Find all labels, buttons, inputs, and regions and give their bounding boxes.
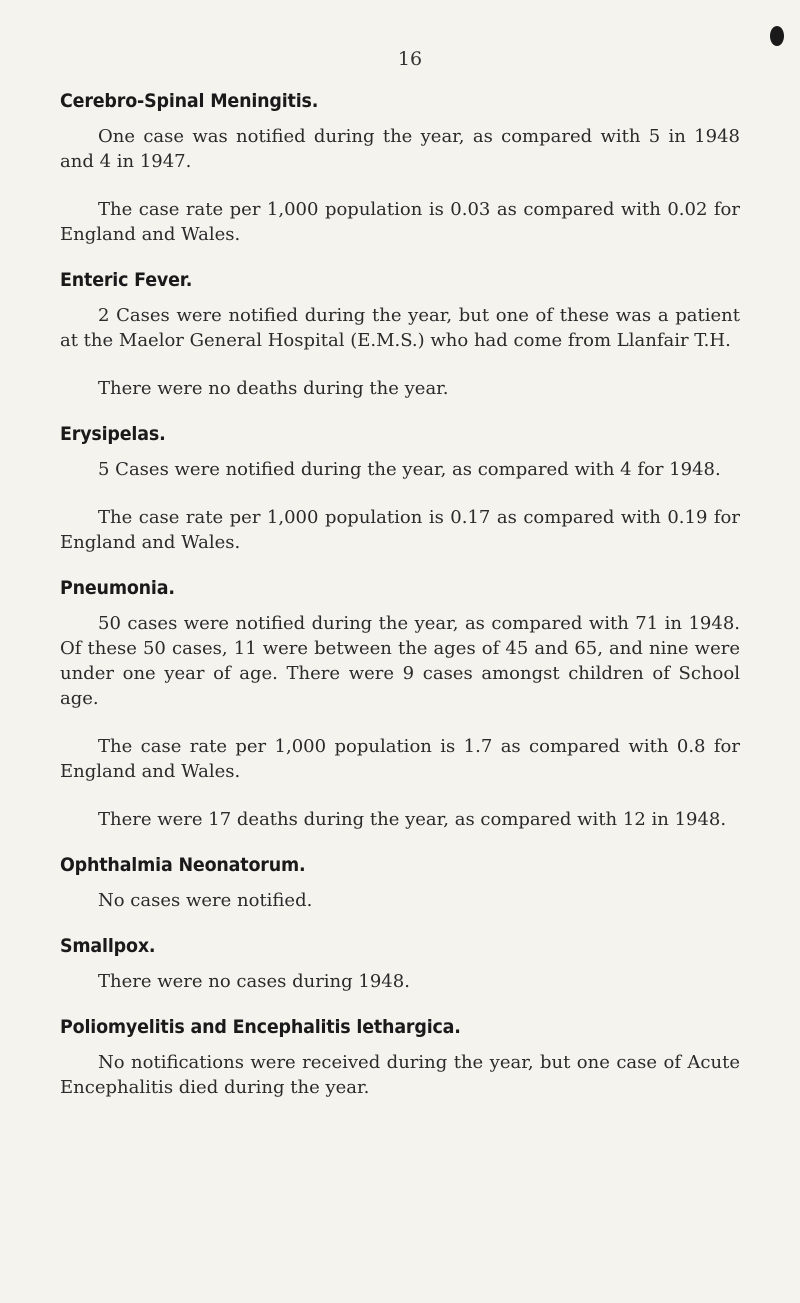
paragraph: There were no cases during 1948. [98, 971, 410, 992]
section-poliomyelitis-encephalitis [60, 1016, 740, 1100]
section-heading: Enteric Fever. [60, 269, 193, 291]
paragraph: No cases were notified. [98, 890, 313, 911]
section-heading: Erysipelas. [60, 423, 166, 445]
section-pneumonia [60, 577, 740, 832]
section-smallpox [60, 935, 740, 994]
section-ophthalmia-neonatorum [60, 854, 740, 913]
section-heading: Smallpox. [60, 935, 156, 957]
section-heading: Poliomyelitis and Encephalitis lethargica. [60, 1016, 461, 1038]
paragraph: There were no deaths during the year. [98, 378, 449, 399]
paragraph: There were 17 deaths during the year, as compared with 12 in 1948. [98, 809, 727, 830]
section-erysipelas [60, 423, 740, 555]
page-number: 16 [397, 48, 423, 70]
section-heading: Pneumonia. [60, 577, 175, 599]
paragraph: The case rate per 1,000 population is 1.7 as compared with 0.8 for England and Wales. [60, 736, 740, 782]
paragraph: The case rate per 1,000 population is 0.03 as compared with 0.02 for England and Wales. [60, 199, 740, 245]
paragraph: 50 cases were notified during the year, as compared with 71 in 1948. Of these 50 cases, 11 were between the ages of 45 and 65, and nine were under one year of age. There were 9 cases amongst children of School age. [60, 613, 740, 709]
ink-blot-mark [770, 26, 784, 46]
paragraph: One case was notified during the year, as compared with 5 in 1948 and 4 in 1947. [60, 126, 740, 172]
paragraph: 2 Cases were notified during the year, but one of these was a patient at the Maelor General Hospital (E.M.S.) who had come from Llanfair T.H. [60, 305, 740, 351]
section-heading: Cerebro-Spinal Meningitis. [60, 90, 319, 112]
report-body [60, 90, 740, 1122]
paragraph: No notifications were received during the year, but one case of Acute Encephalitis died during the year. [60, 1052, 740, 1098]
section-heading: Ophthalmia Neonatorum. [60, 854, 306, 876]
section-enteric-fever [60, 269, 740, 401]
section-cerebro-spinal-meningitis [60, 90, 740, 247]
paragraph: The case rate per 1,000 population is 0.17 as compared with 0.19 for England and Wales. [60, 507, 740, 553]
paragraph: 5 Cases were notified during the year, as compared with 4 for 1948. [98, 459, 721, 480]
